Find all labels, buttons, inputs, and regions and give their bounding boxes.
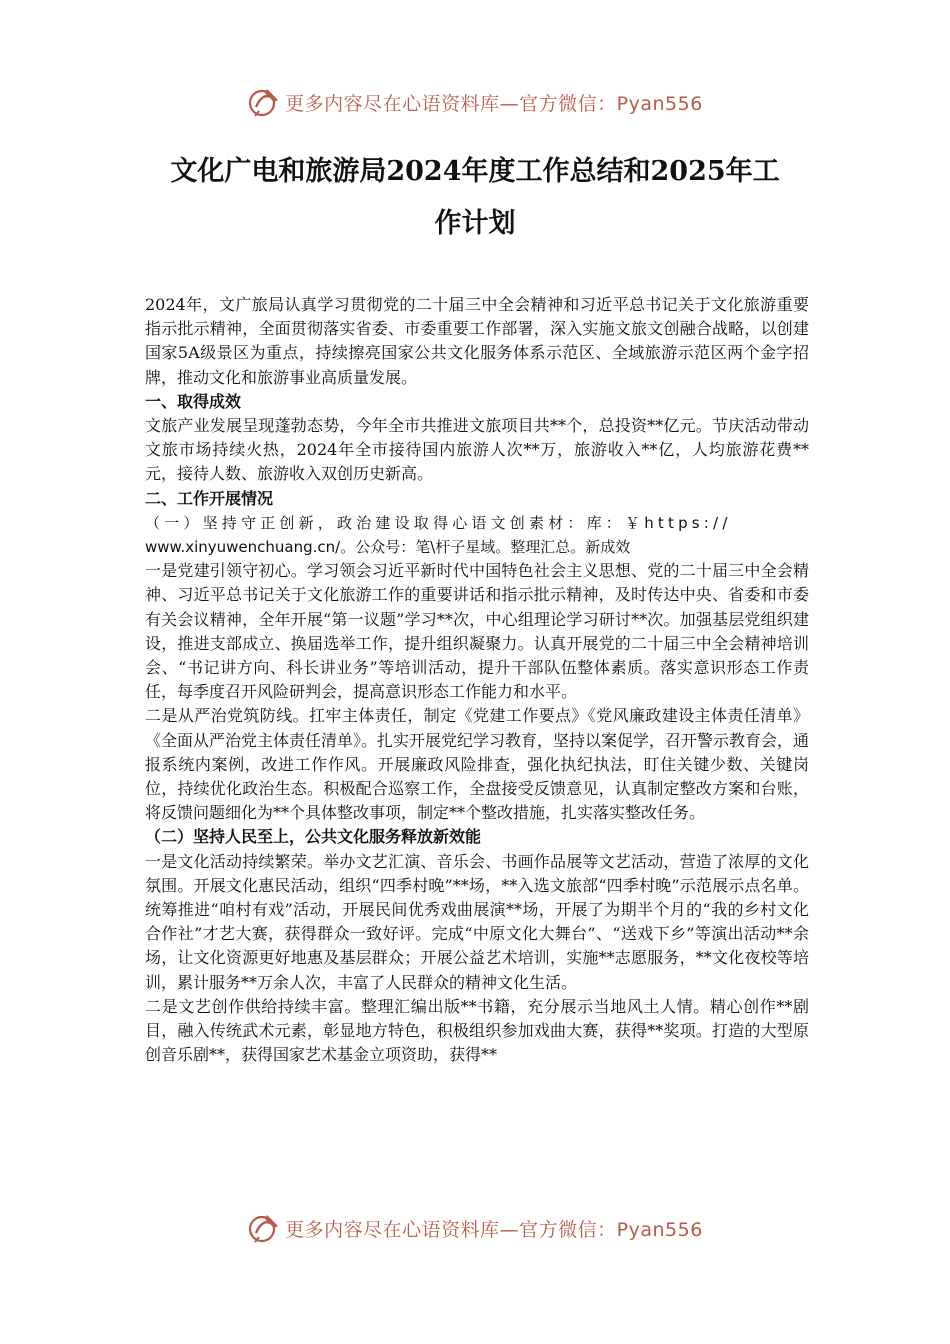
title-line-2: 作计划	[434, 208, 516, 239]
paragraph-cultural-activities: 一是文化活动持续繁荣。举办文艺汇演、音乐会、书画作品展等文艺活动，营造了浓厚的文化氛围。开展文化惠民活动，组织“四季村晚”**场，**入选文旅部“四季村晚”示范展示点名单。统筹推进“咱村有戏”活动，开展民间优秀戏曲展演**场，开展了为期半个月的“我的乡村文化合作社”才艺大赛，获得群众一致好评。完成“中原文化大舞台”、“送戏下乡”等演出活动**余场，让文化资源更好地惠及基层群众；开展公益艺术培训，实施**志愿服务，**文化夜校等培训，累计服务**万余人次，丰富了人民群众的精神文化生活。	[145, 851, 809, 992]
logo-icon	[247, 1211, 281, 1245]
subsection-2-heading: （二）坚持人民至上，公共文化服务释放新效能	[145, 827, 482, 847]
document-title	[90, 146, 860, 250]
header-banner	[0, 82, 950, 122]
document-body	[145, 293, 809, 1068]
section-1-paragraph: 文旅产业发展呈现蓬勃态势，今年全市共推进文旅项目共**个，总投资**亿元。节庆活动带动文旅市场持续火热，2024年全市接待国内旅游人次**万，旅游收入**亿，人均旅游花费**元，接待人数、旅游收入双创历史新高。	[145, 416, 809, 484]
subsection-1-heading	[145, 511, 809, 559]
subsection-1-line-2: www.xinyuwenchuang.cn/。公众号：笔\杆子星域。整理汇总。新成效	[145, 538, 631, 557]
paragraph-art-creation: 二是文艺创作供给持续丰富。整理汇编出版**书籍，充分展示当地风土人情。精心创作**剧目，融入传统武术元素，彰显地方特色，积极组织参加戏曲大赛，获得**奖项。打造的大型原创音乐剧**，获得国家艺术基金立项资助，获得**	[145, 996, 809, 1065]
subsection-1-line-1: （一）坚持守正创新，政治建设取得心语文创素材：库：￥https://	[145, 513, 732, 532]
paragraph-party-building: 一是党建引领守初心。学习领会习近平新时代中国特色社会主义思想、党的二十届三中全会精神、习近平总书记关于文化旅游工作的重要讲话和指示批示精神，及时传达中央、省委和市委有关会议精神，全年开展“第一议题”学习**次，中心组理论学习研讨**次。加强基层党组织建设，推进支部成立、换届选举工作，提升组织凝聚力。认真开展党的二十届三中全会精神培训会、“书记讲方向、科长讲业务”等培训活动，提升干部队伍整体素质。落实意识形态工作责任，每季度召开风险研判会，提高意识形态工作能力和水平。	[145, 561, 809, 702]
banner-text: 更多内容尽在心语资料库—官方微信：Pyan556	[285, 1218, 703, 1241]
footer-banner	[0, 1208, 950, 1248]
title-line-1: 文化广电和旅游局2024年度工作总结和2025年工	[170, 156, 780, 187]
logo-icon	[247, 85, 281, 119]
banner-text: 更多内容尽在心语资料库—官方微信：Pyan556	[285, 92, 703, 115]
section-1-heading: 一、取得成效	[145, 391, 242, 411]
paragraph-strict-governance: 二是从严治党筑防线。扛牢主体责任，制定《党建工作要点》《党风廉政建设主体责任清单》《全面从严治党主体责任清单》。扎实开展党纪学习教育，坚持以案促学，召开警示教育会，通报系统内案例，改进工作作风。开展廉政风险排查，强化执纪执法，盯住关键少数、关键岗位，持续优化政治生态。积极配合巡察工作，全盘接受反馈意见，认真制定整改方案和台账，将反馈问题细化为**个具体整改事项，制定**个整改措施，扎实落实整改任务。	[145, 706, 810, 823]
section-2-heading: 二、工作开展情况	[145, 488, 274, 508]
intro-paragraph: 2024年，文广旅局认真学习贯彻党的二十届三中全会精神和习近平总书记关于文化旅游重要指示批示精神，全面贯彻落实省委、市委重要工作部署，深入实施文旅文创融合战略，以创建国家5A级景区为重点，持续擦亮国家公共文化服务体系示范区、全域旅游示范区两个金字招牌，推动文化和旅游事业高质量发展。	[145, 295, 809, 387]
